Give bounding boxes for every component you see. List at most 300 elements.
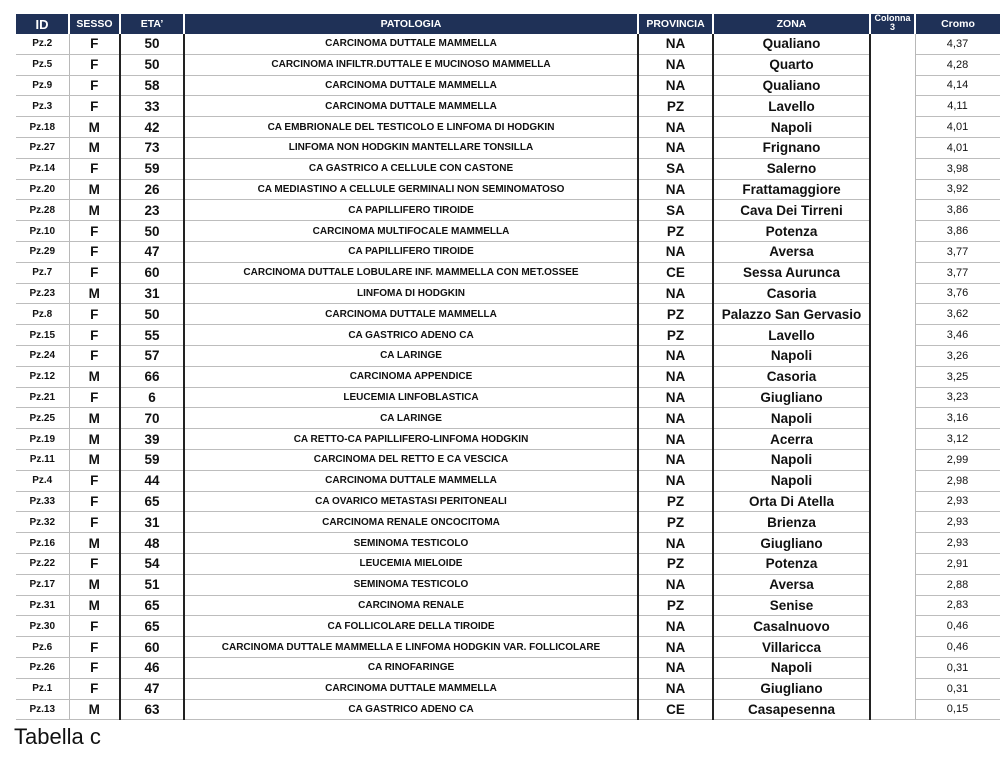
cell-id: Pz.22 <box>16 553 69 574</box>
cell-sesso: M <box>69 699 120 720</box>
cell-cromo: 3,25 <box>915 366 1000 387</box>
cell-patologia: SEMINOMA TESTICOLO <box>184 574 638 595</box>
cell-cromo: 4,01 <box>915 137 1000 158</box>
cell-cromo: 3,86 <box>915 221 1000 242</box>
header-colonna-3: Colonna 3 <box>870 14 915 34</box>
cell-id: Pz.24 <box>16 345 69 366</box>
cell-colonna-3 <box>870 512 915 533</box>
cell-colonna-3 <box>870 491 915 512</box>
cell-patologia: CARCINOMA DUTTALE MAMMELLA <box>184 96 638 117</box>
cell-id: Pz.7 <box>16 262 69 283</box>
cell-cromo: 2,88 <box>915 574 1000 595</box>
cell-sesso: F <box>69 637 120 658</box>
cell-id: Pz.26 <box>16 657 69 678</box>
cell-zona: Senise <box>713 595 870 616</box>
cell-sesso: F <box>69 491 120 512</box>
cell-patologia: CARCINOMA DEL RETTO E CA VESCICA <box>184 449 638 470</box>
cell-eta: 51 <box>120 574 184 595</box>
cell-zona: Quarto <box>713 54 870 75</box>
cell-colonna-3 <box>870 241 915 262</box>
cell-provincia: PZ <box>638 512 713 533</box>
cell-colonna-3 <box>870 616 915 637</box>
cell-zona: Napoli <box>713 408 870 429</box>
cell-cromo: 2,91 <box>915 553 1000 574</box>
cell-id: Pz.25 <box>16 408 69 429</box>
cell-cromo: 2,93 <box>915 491 1000 512</box>
cell-cromo: 2,93 <box>915 512 1000 533</box>
cell-eta: 39 <box>120 429 184 450</box>
cell-patologia: CARCINOMA MULTIFOCALE MAMMELLA <box>184 221 638 242</box>
cell-eta: 65 <box>120 616 184 637</box>
cell-patologia: CARCINOMA APPENDICE <box>184 366 638 387</box>
cell-sesso: F <box>69 470 120 491</box>
cell-eta: 46 <box>120 657 184 678</box>
table-row <box>16 345 1000 366</box>
cell-cromo: 3,12 <box>915 429 1000 450</box>
cell-provincia: NA <box>638 449 713 470</box>
cell-colonna-3 <box>870 158 915 179</box>
cell-provincia: NA <box>638 345 713 366</box>
cell-zona: Salerno <box>713 158 870 179</box>
cell-provincia: NA <box>638 34 713 54</box>
cell-colonna-3 <box>870 345 915 366</box>
cell-eta: 60 <box>120 637 184 658</box>
cell-id: Pz.30 <box>16 616 69 637</box>
cell-patologia: LEUCEMIA LINFOBLASTICA <box>184 387 638 408</box>
cell-provincia: PZ <box>638 96 713 117</box>
cell-id: Pz.19 <box>16 429 69 450</box>
cell-zona: Aversa <box>713 241 870 262</box>
cell-eta: 26 <box>120 179 184 200</box>
cell-patologia: CA GASTRICO A CELLULE CON CASTONE <box>184 158 638 179</box>
table-row <box>16 678 1000 699</box>
cell-patologia: CARCINOMA DUTTALE MAMMELLA <box>184 34 638 54</box>
cell-sesso: F <box>69 75 120 96</box>
cell-sesso: F <box>69 262 120 283</box>
table-row <box>16 637 1000 658</box>
cell-patologia: CA RINOFARINGE <box>184 657 638 678</box>
table-row <box>16 304 1000 325</box>
cell-provincia: NA <box>638 533 713 554</box>
cell-colonna-3 <box>870 117 915 138</box>
table-row <box>16 657 1000 678</box>
table-row <box>16 470 1000 491</box>
cell-id: Pz.15 <box>16 325 69 346</box>
cell-colonna-3 <box>870 533 915 554</box>
cell-zona: Napoli <box>713 657 870 678</box>
cell-eta: 50 <box>120 221 184 242</box>
cell-cromo: 2,93 <box>915 533 1000 554</box>
cell-patologia: CA PAPILLIFERO TIROIDE <box>184 200 638 221</box>
cell-id: Pz.5 <box>16 54 69 75</box>
cell-colonna-3 <box>870 678 915 699</box>
cell-provincia: NA <box>638 283 713 304</box>
cell-sesso: F <box>69 678 120 699</box>
cell-zona: Frignano <box>713 137 870 158</box>
cell-patologia: CA GASTRICO ADENO CA <box>184 699 638 720</box>
table-row <box>16 408 1000 429</box>
cell-sesso: M <box>69 179 120 200</box>
cell-zona: Giugliano <box>713 533 870 554</box>
cell-provincia: NA <box>638 470 713 491</box>
cell-eta: 50 <box>120 54 184 75</box>
cell-patologia: LINFOMA NON HODGKIN MANTELLARE TONSILLA <box>184 137 638 158</box>
cell-cromo: 3,23 <box>915 387 1000 408</box>
header-eta: ETA’ <box>120 14 184 34</box>
cell-sesso: F <box>69 158 120 179</box>
cell-colonna-3 <box>870 429 915 450</box>
cell-colonna-3 <box>870 366 915 387</box>
cell-zona: Acerra <box>713 429 870 450</box>
cell-id: Pz.16 <box>16 533 69 554</box>
cell-patologia: LINFOMA DI HODGKIN <box>184 283 638 304</box>
cell-eta: 63 <box>120 699 184 720</box>
cell-id: Pz.8 <box>16 304 69 325</box>
cell-eta: 59 <box>120 158 184 179</box>
cell-eta: 44 <box>120 470 184 491</box>
cell-colonna-3 <box>870 637 915 658</box>
cell-colonna-3 <box>870 699 915 720</box>
cell-colonna-3 <box>870 34 915 54</box>
cell-colonna-3 <box>870 54 915 75</box>
cell-eta: 31 <box>120 283 184 304</box>
cell-sesso: F <box>69 512 120 533</box>
table-row <box>16 158 1000 179</box>
cell-id: Pz.29 <box>16 241 69 262</box>
patient-table <box>16 14 1000 720</box>
cell-provincia: NA <box>638 657 713 678</box>
cell-eta: 59 <box>120 449 184 470</box>
cell-eta: 65 <box>120 491 184 512</box>
table-body <box>16 34 1000 720</box>
cell-provincia: NA <box>638 179 713 200</box>
cell-colonna-3 <box>870 657 915 678</box>
cell-patologia: CARCINOMA DUTTALE MAMMELLA <box>184 470 638 491</box>
cell-id: Pz.1 <box>16 678 69 699</box>
cell-zona: Frattamaggiore <box>713 179 870 200</box>
cell-patologia: CA FOLLICOLARE DELLA TIROIDE <box>184 616 638 637</box>
cell-provincia: NA <box>638 408 713 429</box>
cell-provincia: NA <box>638 75 713 96</box>
cell-sesso: F <box>69 221 120 242</box>
table-row <box>16 595 1000 616</box>
cell-id: Pz.4 <box>16 470 69 491</box>
cell-cromo: 2,83 <box>915 595 1000 616</box>
cell-zona: Aversa <box>713 574 870 595</box>
cell-eta: 6 <box>120 387 184 408</box>
cell-sesso: M <box>69 533 120 554</box>
table-row <box>16 429 1000 450</box>
cell-cromo: 0,15 <box>915 699 1000 720</box>
cell-patologia: CARCINOMA INFILTR.DUTTALE E MUCINOSO MAMMELLA <box>184 54 638 75</box>
cell-provincia: NA <box>638 54 713 75</box>
table-header-row <box>16 14 1000 34</box>
cell-provincia: PZ <box>638 221 713 242</box>
cell-eta: 54 <box>120 553 184 574</box>
cell-id: Pz.6 <box>16 637 69 658</box>
cell-cromo: 4,37 <box>915 34 1000 54</box>
cell-eta: 55 <box>120 325 184 346</box>
header-zona: ZONA <box>713 14 870 34</box>
cell-colonna-3 <box>870 470 915 491</box>
cell-eta: 73 <box>120 137 184 158</box>
cell-provincia: NA <box>638 637 713 658</box>
cell-colonna-3 <box>870 96 915 117</box>
table-row <box>16 241 1000 262</box>
cell-sesso: M <box>69 200 120 221</box>
cell-sesso: M <box>69 137 120 158</box>
cell-eta: 60 <box>120 262 184 283</box>
cell-sesso: M <box>69 429 120 450</box>
cell-patologia: CARCINOMA DUTTALE MAMMELLA E LINFOMA HODGKIN VAR. FOLLICOLARE <box>184 637 638 658</box>
cell-cromo: 4,11 <box>915 96 1000 117</box>
table-row <box>16 449 1000 470</box>
cell-sesso: F <box>69 553 120 574</box>
cell-zona: Napoli <box>713 345 870 366</box>
patient-table-container <box>16 14 1000 720</box>
cell-eta: 70 <box>120 408 184 429</box>
cell-patologia: LEUCEMIA MIELOIDE <box>184 553 638 574</box>
header-patologia: PATOLOGIA <box>184 14 638 34</box>
cell-id: Pz.3 <box>16 96 69 117</box>
cell-eta: 47 <box>120 678 184 699</box>
table-row <box>16 262 1000 283</box>
cell-zona: Orta Di Atella <box>713 491 870 512</box>
cell-provincia: CE <box>638 262 713 283</box>
cell-id: Pz.21 <box>16 387 69 408</box>
cell-cromo: 3,77 <box>915 241 1000 262</box>
cell-provincia: NA <box>638 117 713 138</box>
cell-provincia: SA <box>638 200 713 221</box>
cell-provincia: PZ <box>638 491 713 512</box>
table-row <box>16 553 1000 574</box>
cell-eta: 42 <box>120 117 184 138</box>
cell-provincia: PZ <box>638 325 713 346</box>
cell-zona: Napoli <box>713 470 870 491</box>
table-row <box>16 137 1000 158</box>
cell-id: Pz.28 <box>16 200 69 221</box>
cell-cromo: 2,98 <box>915 470 1000 491</box>
cell-colonna-3 <box>870 179 915 200</box>
cell-sesso: M <box>69 574 120 595</box>
cell-cromo: 0,31 <box>915 657 1000 678</box>
cell-patologia: SEMINOMA TESTICOLO <box>184 533 638 554</box>
cell-id: Pz.2 <box>16 34 69 54</box>
cell-zona: Potenza <box>713 553 870 574</box>
header-sesso: SESSO <box>69 14 120 34</box>
cell-id: Pz.12 <box>16 366 69 387</box>
cell-sesso: F <box>69 304 120 325</box>
table-row <box>16 574 1000 595</box>
cell-patologia: CA OVARICO METASTASI PERITONEALI <box>184 491 638 512</box>
cell-provincia: SA <box>638 158 713 179</box>
cell-eta: 50 <box>120 304 184 325</box>
cell-cromo: 0,46 <box>915 637 1000 658</box>
cell-colonna-3 <box>870 408 915 429</box>
cell-colonna-3 <box>870 387 915 408</box>
table-row <box>16 283 1000 304</box>
cell-zona: Giugliano <box>713 387 870 408</box>
cell-id: Pz.31 <box>16 595 69 616</box>
table-row <box>16 699 1000 720</box>
header-cromo: Cromo <box>915 14 1000 34</box>
cell-sesso: F <box>69 657 120 678</box>
cell-cromo: 3,86 <box>915 200 1000 221</box>
cell-cromo: 4,01 <box>915 117 1000 138</box>
cell-provincia: PZ <box>638 595 713 616</box>
cell-cromo: 3,92 <box>915 179 1000 200</box>
cell-provincia: NA <box>638 429 713 450</box>
cell-id: Pz.18 <box>16 117 69 138</box>
table-row <box>16 325 1000 346</box>
cell-zona: Palazzo San Gervasio <box>713 304 870 325</box>
cell-cromo: 3,26 <box>915 345 1000 366</box>
cell-id: Pz.23 <box>16 283 69 304</box>
cell-id: Pz.11 <box>16 449 69 470</box>
cell-colonna-3 <box>870 553 915 574</box>
table-row <box>16 54 1000 75</box>
table-row <box>16 34 1000 54</box>
cell-sesso: F <box>69 96 120 117</box>
cell-eta: 33 <box>120 96 184 117</box>
cell-eta: 31 <box>120 512 184 533</box>
cell-cromo: 4,14 <box>915 75 1000 96</box>
cell-patologia: CA MEDIASTINO A CELLULE GERMINALI NON SEMINOMATOSO <box>184 179 638 200</box>
cell-sesso: F <box>69 325 120 346</box>
cell-colonna-3 <box>870 75 915 96</box>
cell-provincia: NA <box>638 387 713 408</box>
cell-cromo: 0,46 <box>915 616 1000 637</box>
cell-sesso: F <box>69 387 120 408</box>
table-row <box>16 366 1000 387</box>
cell-sesso: M <box>69 595 120 616</box>
cell-patologia: CA GASTRICO ADENO CA <box>184 325 638 346</box>
table-row <box>16 179 1000 200</box>
cell-sesso: M <box>69 366 120 387</box>
cell-eta: 65 <box>120 595 184 616</box>
table-row <box>16 512 1000 533</box>
cell-colonna-3 <box>870 200 915 221</box>
cell-eta: 58 <box>120 75 184 96</box>
table-caption: Tabella c <box>14 724 101 749</box>
cell-eta: 57 <box>120 345 184 366</box>
cell-sesso: M <box>69 408 120 429</box>
cell-sesso: M <box>69 117 120 138</box>
cell-zona: Villaricca <box>713 637 870 658</box>
cell-cromo: 4,28 <box>915 54 1000 75</box>
table-row <box>16 221 1000 242</box>
cell-zona: Napoli <box>713 449 870 470</box>
cell-patologia: CARCINOMA RENALE ONCOCITOMA <box>184 512 638 533</box>
cell-zona: Sessa Aurunca <box>713 262 870 283</box>
cell-zona: Qualiano <box>713 75 870 96</box>
cell-eta: 66 <box>120 366 184 387</box>
cell-sesso: F <box>69 345 120 366</box>
cell-zona: Casalnuovo <box>713 616 870 637</box>
cell-patologia: CA EMBRIONALE DEL TESTICOLO E LINFOMA DI HODGKIN <box>184 117 638 138</box>
cell-cromo: 3,77 <box>915 262 1000 283</box>
cell-patologia: CA PAPILLIFERO TIROIDE <box>184 241 638 262</box>
cell-zona: Casapesenna <box>713 699 870 720</box>
cell-patologia: CARCINOMA DUTTALE MAMMELLA <box>184 75 638 96</box>
cell-cromo: 2,99 <box>915 449 1000 470</box>
cell-colonna-3 <box>870 595 915 616</box>
cell-zona: Giugliano <box>713 678 870 699</box>
cell-zona: Brienza <box>713 512 870 533</box>
header-provincia: PROVINCIA <box>638 14 713 34</box>
cell-patologia: CA LARINGE <box>184 345 638 366</box>
header-id: ID <box>16 14 69 34</box>
cell-colonna-3 <box>870 283 915 304</box>
cell-zona: Qualiano <box>713 34 870 54</box>
cell-provincia: NA <box>638 241 713 262</box>
cell-id: Pz.17 <box>16 574 69 595</box>
cell-provincia: CE <box>638 699 713 720</box>
cell-patologia: CA RETTO-CA PAPILLIFERO-LINFOMA HODGKIN <box>184 429 638 450</box>
table-row <box>16 200 1000 221</box>
cell-id: Pz.14 <box>16 158 69 179</box>
cell-sesso: M <box>69 283 120 304</box>
cell-cromo: 3,76 <box>915 283 1000 304</box>
cell-colonna-3 <box>870 304 915 325</box>
cell-provincia: NA <box>638 678 713 699</box>
cell-id: Pz.33 <box>16 491 69 512</box>
cell-zona: Potenza <box>713 221 870 242</box>
cell-id: Pz.10 <box>16 221 69 242</box>
cell-colonna-3 <box>870 325 915 346</box>
cell-colonna-3 <box>870 262 915 283</box>
cell-patologia: CARCINOMA DUTTALE MAMMELLA <box>184 678 638 699</box>
cell-id: Pz.32 <box>16 512 69 533</box>
cell-zona: Lavello <box>713 325 870 346</box>
cell-provincia: NA <box>638 616 713 637</box>
cell-colonna-3 <box>870 221 915 242</box>
table-row <box>16 387 1000 408</box>
cell-zona: Cava Dei Tirreni <box>713 200 870 221</box>
cell-sesso: F <box>69 241 120 262</box>
cell-zona: Lavello <box>713 96 870 117</box>
cell-patologia: CARCINOMA DUTTALE MAMMELLA <box>184 304 638 325</box>
cell-id: Pz.27 <box>16 137 69 158</box>
cell-provincia: NA <box>638 574 713 595</box>
cell-provincia: NA <box>638 366 713 387</box>
cell-cromo: 3,98 <box>915 158 1000 179</box>
cell-zona: Napoli <box>713 117 870 138</box>
cell-patologia: CARCINOMA RENALE <box>184 595 638 616</box>
cell-zona: Casoria <box>713 283 870 304</box>
cell-id: Pz.13 <box>16 699 69 720</box>
table-row <box>16 117 1000 138</box>
cell-provincia: PZ <box>638 553 713 574</box>
cell-patologia: CARCINOMA DUTTALE LOBULARE INF. MAMMELLA CON MET.OSSEE <box>184 262 638 283</box>
table-row <box>16 616 1000 637</box>
cell-colonna-3 <box>870 574 915 595</box>
cell-sesso: M <box>69 449 120 470</box>
cell-provincia: PZ <box>638 304 713 325</box>
cell-colonna-3 <box>870 137 915 158</box>
cell-sesso: F <box>69 616 120 637</box>
cell-id: Pz.9 <box>16 75 69 96</box>
cell-patologia: CA LARINGE <box>184 408 638 429</box>
cell-sesso: F <box>69 54 120 75</box>
cell-cromo: 0,31 <box>915 678 1000 699</box>
cell-eta: 48 <box>120 533 184 554</box>
cell-colonna-3 <box>870 449 915 470</box>
cell-cromo: 3,62 <box>915 304 1000 325</box>
cell-id: Pz.20 <box>16 179 69 200</box>
cell-eta: 47 <box>120 241 184 262</box>
cell-zona: Casoria <box>713 366 870 387</box>
